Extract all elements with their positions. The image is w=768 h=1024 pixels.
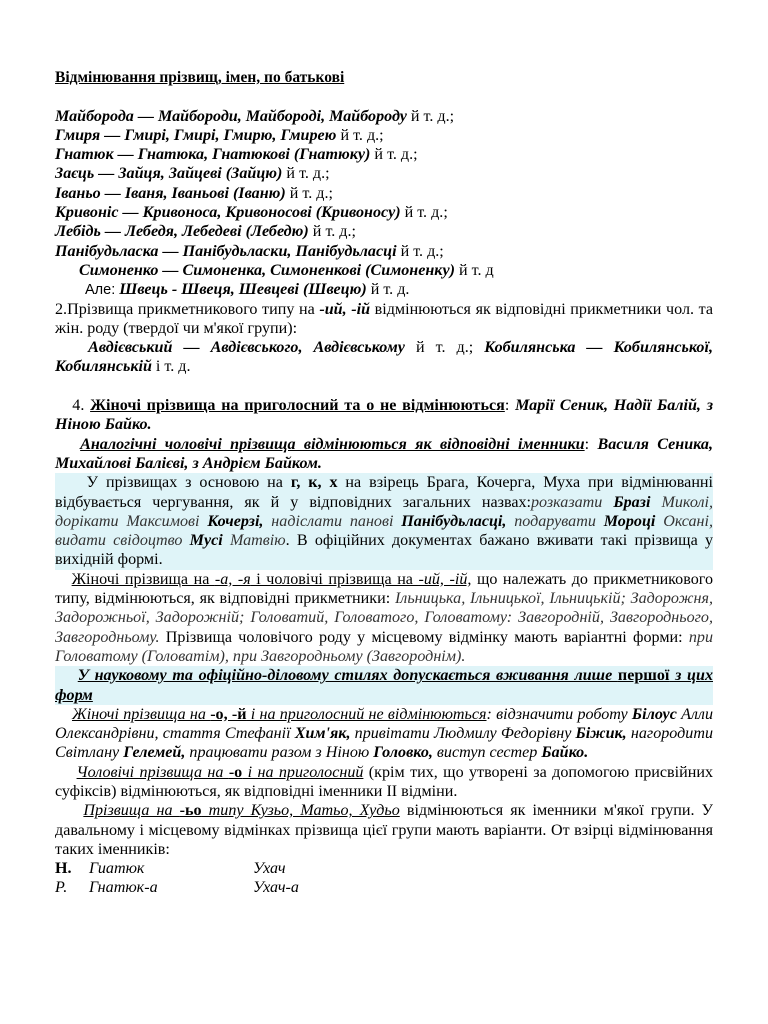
exception-line: Але: Швець - Швеця, Шевцеві (Швецю) й т. д. [85,281,410,299]
case-label: Н. [55,860,72,878]
case-label: Р. [55,879,68,897]
paragraph-10: Прізвища на -ьо типу Кузьо, Матьо, Худьо відмінюються як іменники м'якої групи. У давальному і місцевому відмінках прізвища цієї групи мають варіанти. От взірці відмінювання таких іменників: [55,802,713,858]
declension-table [55,859,713,898]
paragraph-5: У прізвищах з основою на г, к, х на взірець Брага, Кочерга, Муха при відмінюванні відбувається чергування, як й у відповідних загальних назвах:розказати Бразі Миколі, дорікати Максимові Кочерзі, надіслати панові Панібудьласці, подарувати Мороці Оксані, видати свідоцтво Мусі Матвію. В офіційних документах бажано вживати такі прізвища у вихідній формі. [55,474,714,569]
paragraph-4: 4. Жіночі прізвища на приголосний та о не відмінюються: Марії Сеник, Надії Балій, з Ніною Байко. [55,397,713,434]
example-line: Панібудьласка — Панібудьласки, Панібудьласці й т. д.; [55,242,444,260]
declension-row [55,878,713,897]
example-line: Гмиря — Гмирі, Гмирі, Гмирю, Гмирею й т. д.; [55,126,384,144]
example-line: Лебідь — Лебедя, Лебедеві (Лебедю) й т. д.; [55,223,356,241]
spacer [55,87,713,106]
paragraph-2-examples: Авдієвський — Авдієвського, Авдієвському й т. д.; Кобилянська — Кобилянської, Кобилянській і т. д. [55,339,713,376]
declension-word: Ухач [253,860,286,878]
example-line: Симоненко — Симоненка, Симоненкові (Симоненку) й т. д [79,261,494,279]
paragraph-4b: Аналогічні чоловічі прізвища відмінюються як відповідні іменники: Василя Сеника, Михайлові Балієві, з Андрієм Байком. [55,435,713,472]
declension-row [55,859,713,878]
example-line: Майборода — Майбороди, Майбороді, Майбороду й т. д.; [55,107,455,125]
document-title: Відмінювання прізвищ, імен, по батькові [55,69,345,86]
example-line: Іваньо — Іваня, Іваньові (Іваню) й т. д.; [55,184,333,202]
paragraph-6: Жіночі прізвища на -а, -я і чоловічі прізвища на -ий, -ій, що належать до прикметникового типу, відмінюються, як відповідні прикметники: Ільницька, Ільницької, Ільницькій; Задорожня, Задорожньої, Задорожній; Головатий, Головатого, Головатому: Завгородній, Завгороднього, Завгородньому. Прізвища чоловічого роду у місцевому відмінку мають варіантні форми: при Головатому (Головатім), при Завгородньому (Завгороднім). [55,570,714,665]
example-line: Заєць — Зайця, Зайцеві (Зайцю) й т. д.; [55,165,330,183]
paragraph-7: У науковому та офіційно-діловому стилях допускається вживання лише першої з цих форм [55,667,713,704]
paragraph-8: Жіночі прізвища на -о, -й і на приголосний не відмінюються: відзначити роботу Білоус Алли Олександрівни, стаття Стефанії Хим'як, привітати Людмилу Федорівну Біжик, нагородити Світлану Гелемей, працювати разом з Ніною Головко, виступ сестер Байко. [55,705,714,762]
paragraph-9: Чоловічі прізвища на -о і на приголосний (крім тих, що утворені за допомогою присвійних суфіксів) відмінюються, як відповідні іменники II відміни. [55,763,713,800]
example-line: Гнатюк — Гнатюка, Гнатюкові (Гнатюку) й т. д.; [55,146,418,164]
declension-word: Ухач-а [253,879,299,897]
declension-word: Гиатюк [89,860,145,878]
examples-list [55,107,713,300]
declension-word: Гнатюк-а [89,879,158,897]
example-line: Кривоніс — Кривоноса, Кривоносові (Кривоносу) й т. д.; [55,204,448,222]
paragraph-2: 2.Прізвища прикметникового типу на -ий, -ій відмінюються як відповідні прикметники чол. та жін. роду (твердої чи м'якої групи): [55,300,713,337]
document-body [55,68,713,898]
spacer [55,377,713,396]
